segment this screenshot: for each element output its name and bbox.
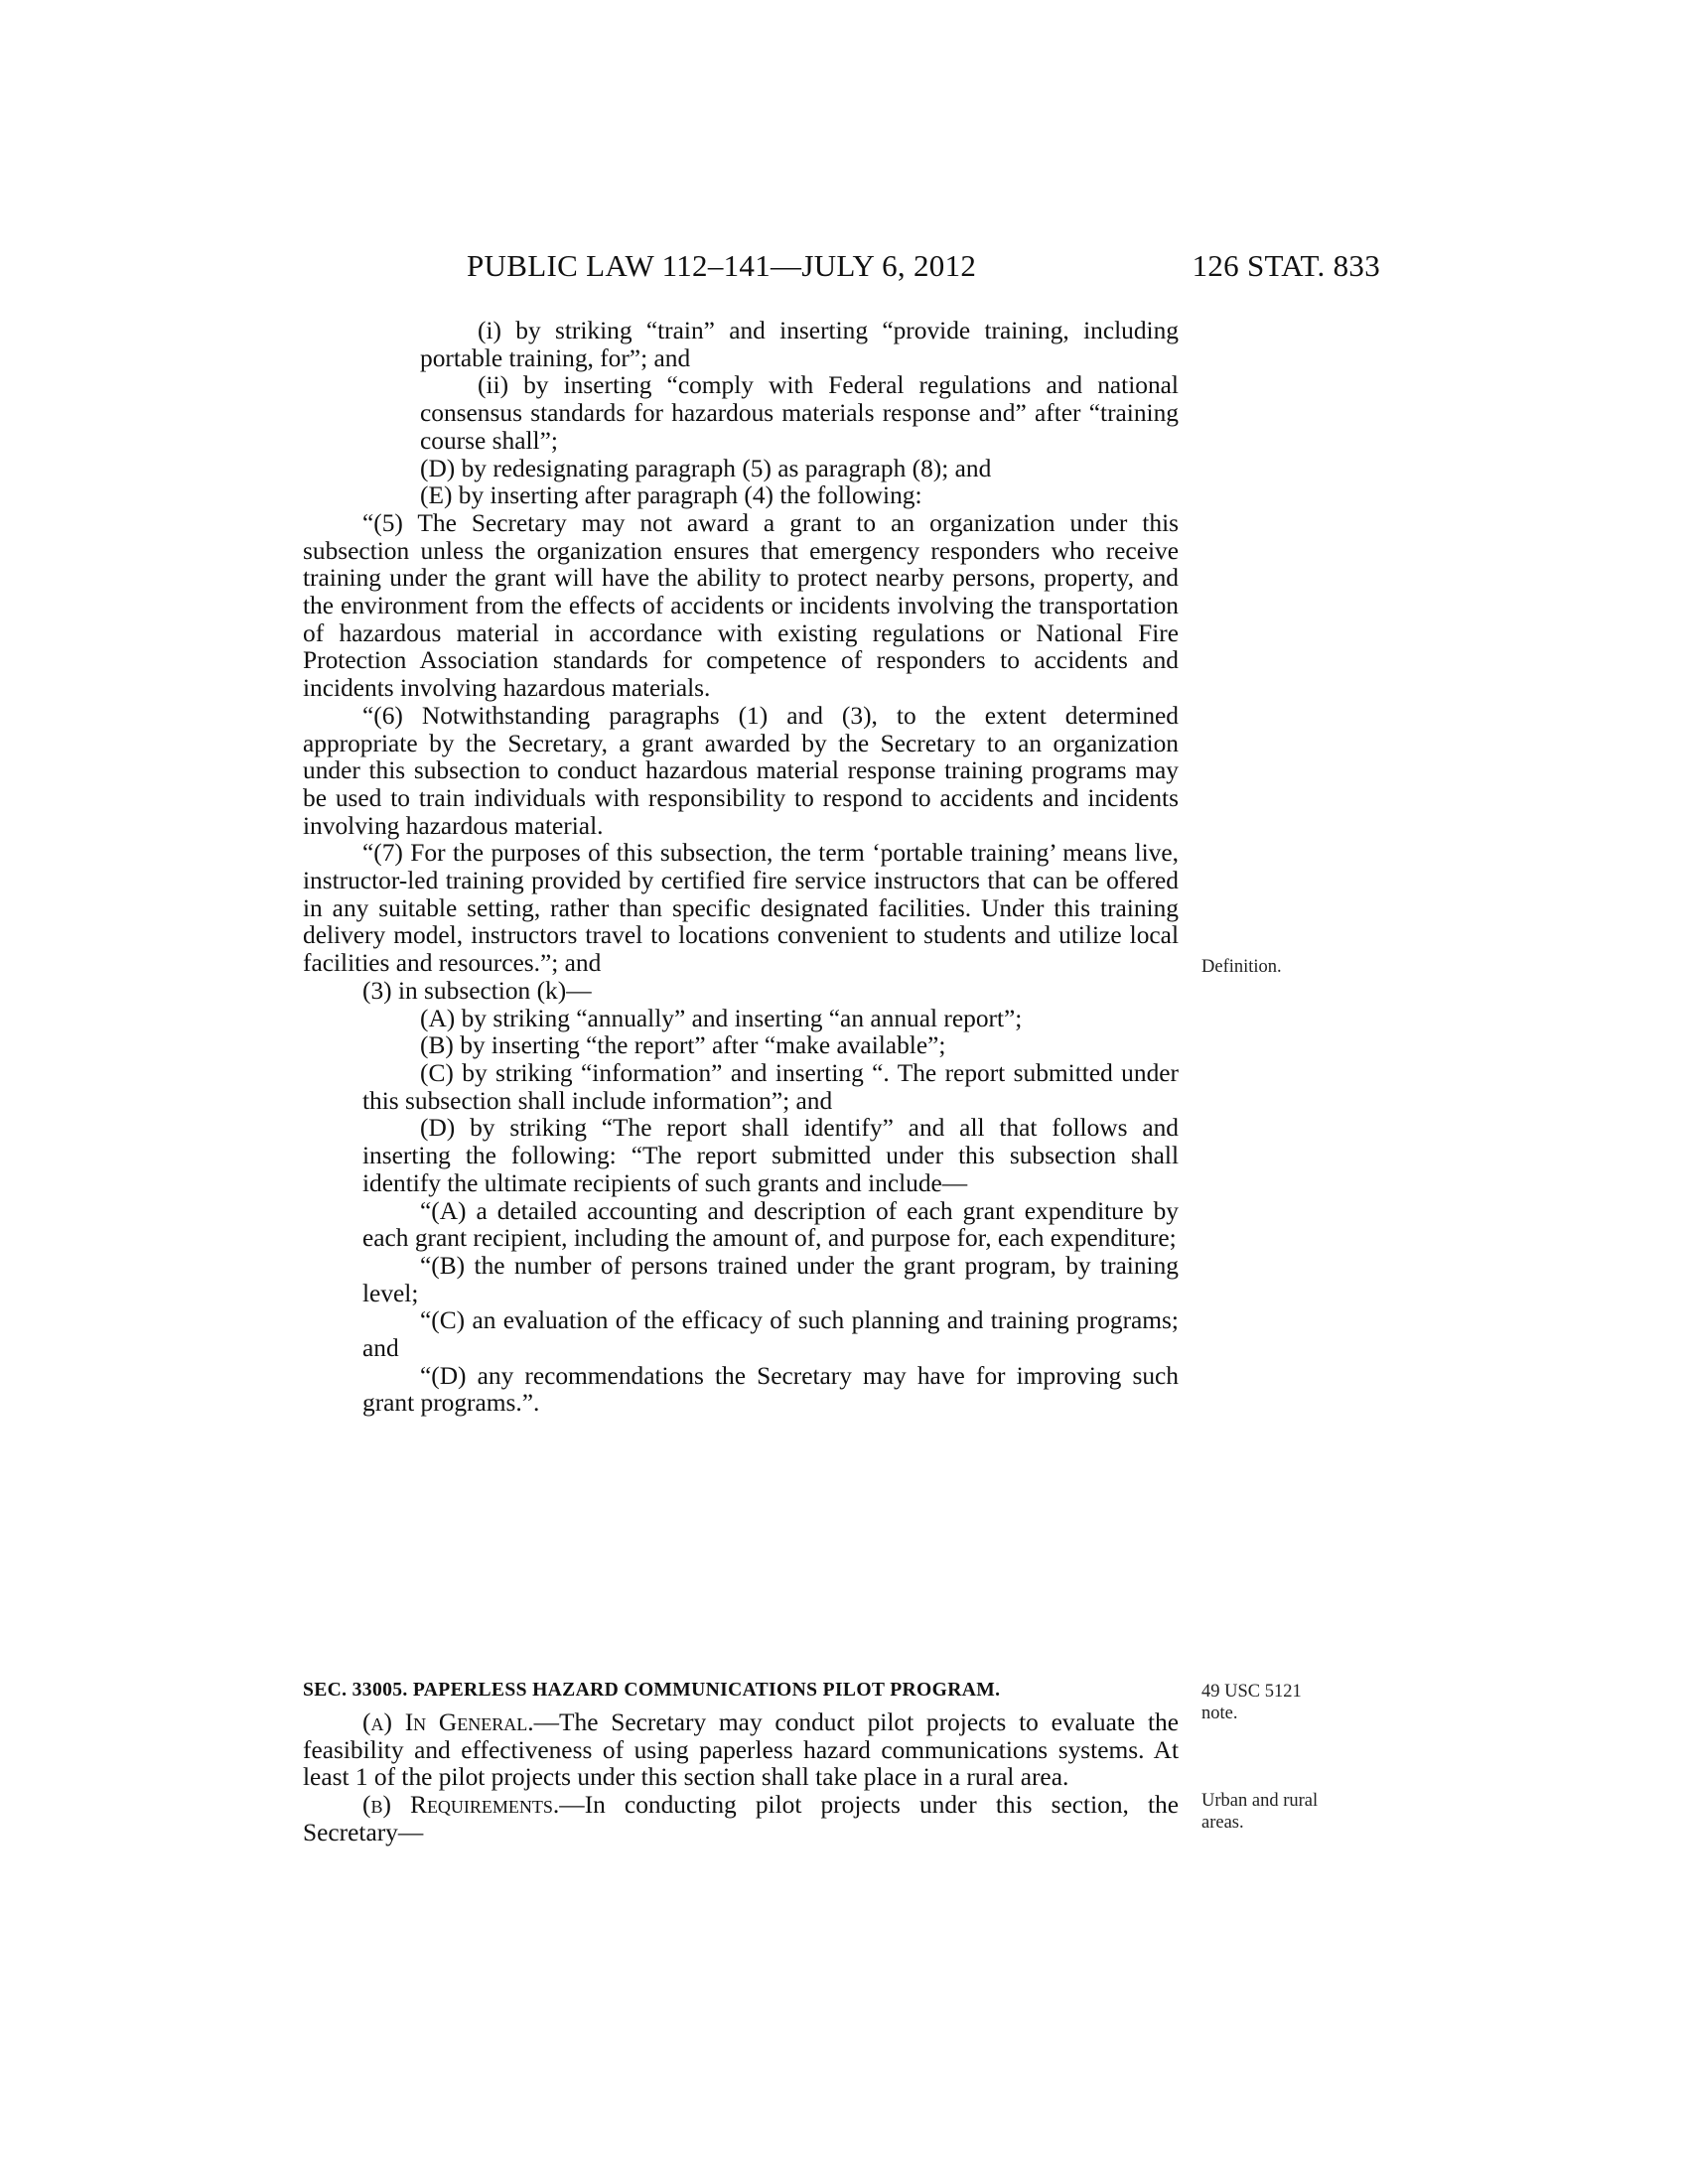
public-law-title: PUBLIC LAW 112–141—JULY 6, 2012 — [467, 248, 977, 283]
subsection-a — [303, 1709, 1179, 1792]
subsection-b-text: —In conducting pilot projects under this section, the Secretary— — [303, 1791, 1179, 1846]
margin-note-usc — [1201, 1681, 1302, 1724]
paragraph-5: “(5) The Secretary may not award a grant to an organization under this subsection unless the organization ensures that emergency responders who receive training under the grant will have the ability to protect nearby persons, property, and the environment from the effects of accidents or incidents involving the transportation of hazardous material in accordance with existing regulations or National Fire Protection Association standards for competence of responders to accidents and incidents involving hazardous materials. — [303, 508, 1179, 703]
definition-note-text: Definition. — [1201, 957, 1282, 977]
subsection-a-text: —The Secretary may conduct pilot projects to evaluate the feasibility and effectiveness of using paperless hazard communications systems. At least 1 of the pilot projects under this section shall take place in a rural area. — [303, 1708, 1180, 1792]
subsection-a-label: (a) In General. — [362, 1708, 534, 1736]
section-text — [303, 1709, 1179, 1847]
report-item-c: “(C) an evaluation of the efficacy of such planning and training programs; and — [362, 1306, 1179, 1363]
margin-note-definition — [1201, 956, 1282, 978]
urban-note-line-1: Urban and rural — [1201, 1791, 1319, 1811]
report-item-a: “(A) a detailed accounting and description of each grant expenditure by each grant recipient, including the amount of, and purpose for, each expenditure; — [362, 1196, 1179, 1253]
subsection-k-item-3: (3) in subsection (k)— — [362, 976, 592, 1005]
paragraph-7: “(7) For the purposes of this subsection, the term ‘portable training’ means live, instructor-led training provided by certified fire service instructors that can be offered in any suitable setting, rather than specific designated facilities. Under this training delivery model, instructors travel to locations convenient to students and utilize local facilities and resources.”; and — [303, 839, 1179, 978]
margin-note-urban-rural — [1201, 1790, 1318, 1834]
usc-note-line-1: 49 USC 5121 — [1201, 1682, 1302, 1702]
subsection-b — [303, 1792, 1179, 1846]
usc-note-line-2: note. — [1201, 1704, 1238, 1723]
clause-c-ii: (ii) by inserting “comply with Federal regulations and national consensus standards for hazardous materials response and” after “training course shall”; — [420, 371, 1179, 455]
subsection-k-b: (B) by inserting “the report” after “make available”; — [420, 1031, 946, 1060]
section-heading: SEC. 33005. PAPERLESS HAZARD COMMUNICATIONS PILOT PROGRAM. — [303, 1680, 1001, 1701]
paragraph-6: “(6) Notwithstanding paragraphs (1) and (3), to the extent determined appropriate by the Secretary, a grant awarded by the Secretary to an organization under this subsection to conduct hazardous material response training programs may be used to train individuals with responsibility to respond to accidents and incidents involving hazardous material. — [303, 701, 1179, 840]
report-item-d: “(D) any recommendations the Secretary may have for improving such grant programs.”. — [362, 1361, 1179, 1418]
main-text — [303, 318, 1179, 1418]
subsection-k-d: (D) by striking “The report shall identify” and all that follows and inserting the following: “The report submitted under this subsection shall identify the ultimate recipients of such grants and include— — [362, 1114, 1179, 1197]
urban-note-line-2: areas. — [1201, 1813, 1244, 1833]
report-item-b: “(B) the number of persons trained under the grant program, by training level; — [362, 1251, 1179, 1307]
stat-page-number: 126 STAT. 833 — [1192, 248, 1380, 283]
subsection-k-c: (C) by striking “information” and inserting “. The report submitted under this subsection shall include information”; and — [362, 1058, 1179, 1115]
page-header — [467, 248, 1380, 288]
clause-c-i: (i) by striking “train” and inserting “provide training, including portable training, for”; and — [420, 317, 1179, 372]
subsection-k-a: (A) by striking “annually” and inserting “an annual report”; — [420, 1004, 1023, 1032]
clause-e: (E) by inserting after paragraph (4) the following: — [420, 481, 922, 510]
clause-d: (D) by redesignating paragraph (5) as paragraph (8); and — [420, 454, 992, 482]
subsection-b-label: (b) Requirements. — [362, 1791, 560, 1820]
